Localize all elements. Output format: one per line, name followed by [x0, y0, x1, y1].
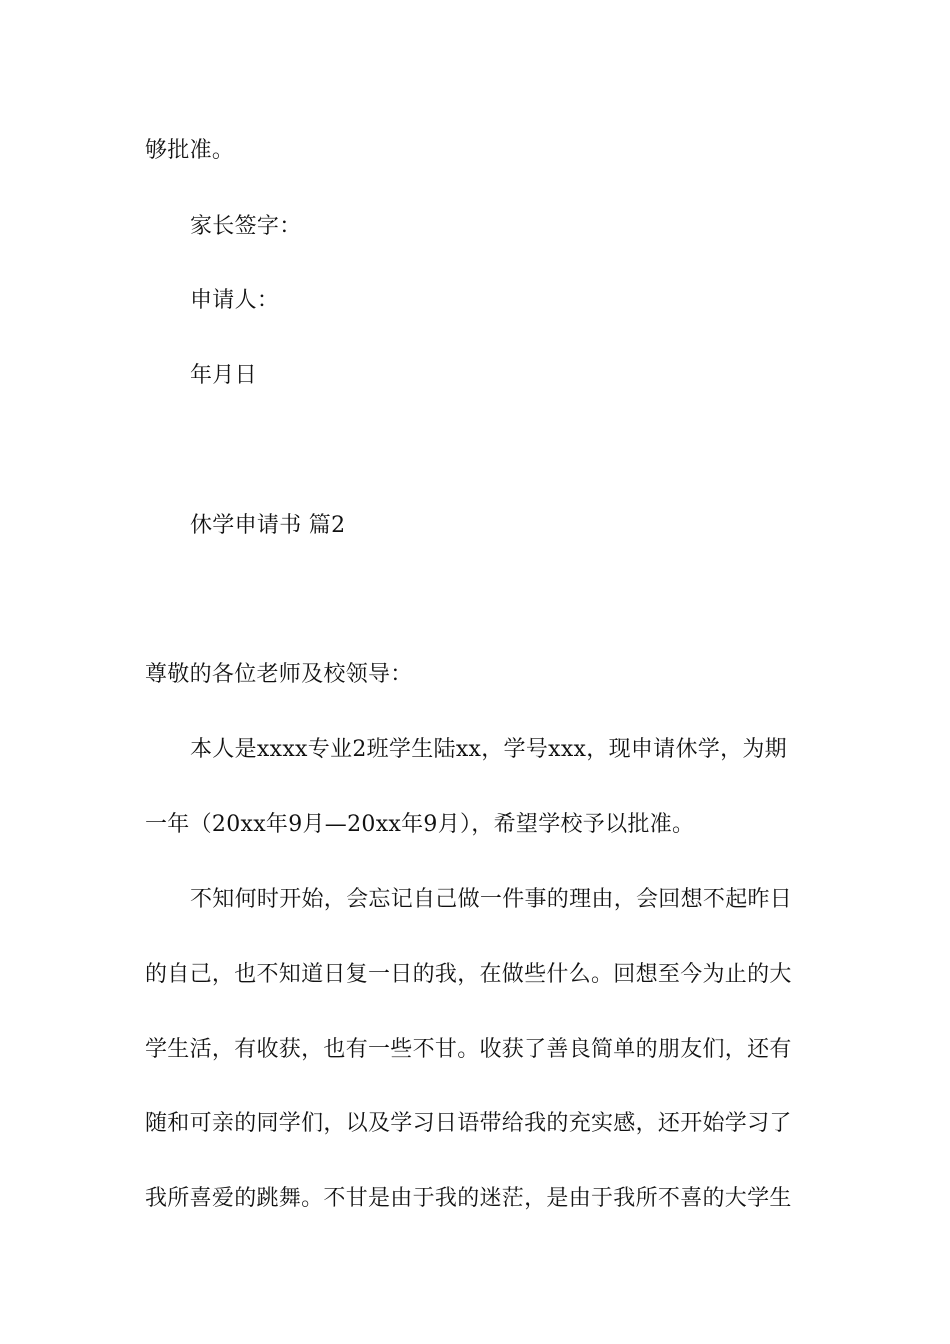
date-label: 年月日 — [190, 363, 257, 388]
paragraph-line: 够批准。 — [145, 138, 235, 163]
paragraph-line: 随和可亲的同学们，以及学习日语带给我的充实感，还开始学习了 — [145, 1111, 792, 1136]
applicant-label: 申请人： — [190, 288, 280, 313]
paragraph-line: 学生活，有收获，也有一些不甘。收获了善良简单的朋友们，还有 — [145, 1037, 792, 1062]
salutation: 尊敬的各位老师及校领导： — [145, 662, 413, 687]
section-heading: 休学申请书 篇2 — [190, 513, 346, 538]
paragraph-line: 不知何时开始，会忘记自己做一件事的理由，会回想不起昨日 — [190, 887, 793, 912]
paragraph-line: 本人是xxxx专业2班学生陆xx，学号xxx，现申请休学，为期 — [190, 737, 787, 762]
paragraph-line: 我所喜爱的跳舞。不甘是由于我的迷茫，是由于我所不喜的大学生 — [145, 1186, 792, 1211]
paragraph-line: 的自己，也不知道日复一日的我，在做些什么。回想至今为止的大 — [145, 962, 792, 987]
parent-signature-label: 家长签字： — [190, 214, 302, 239]
paragraph-line: 一年（20xx年9月—20xx年9月），希望学校予以批准。 — [145, 812, 695, 837]
